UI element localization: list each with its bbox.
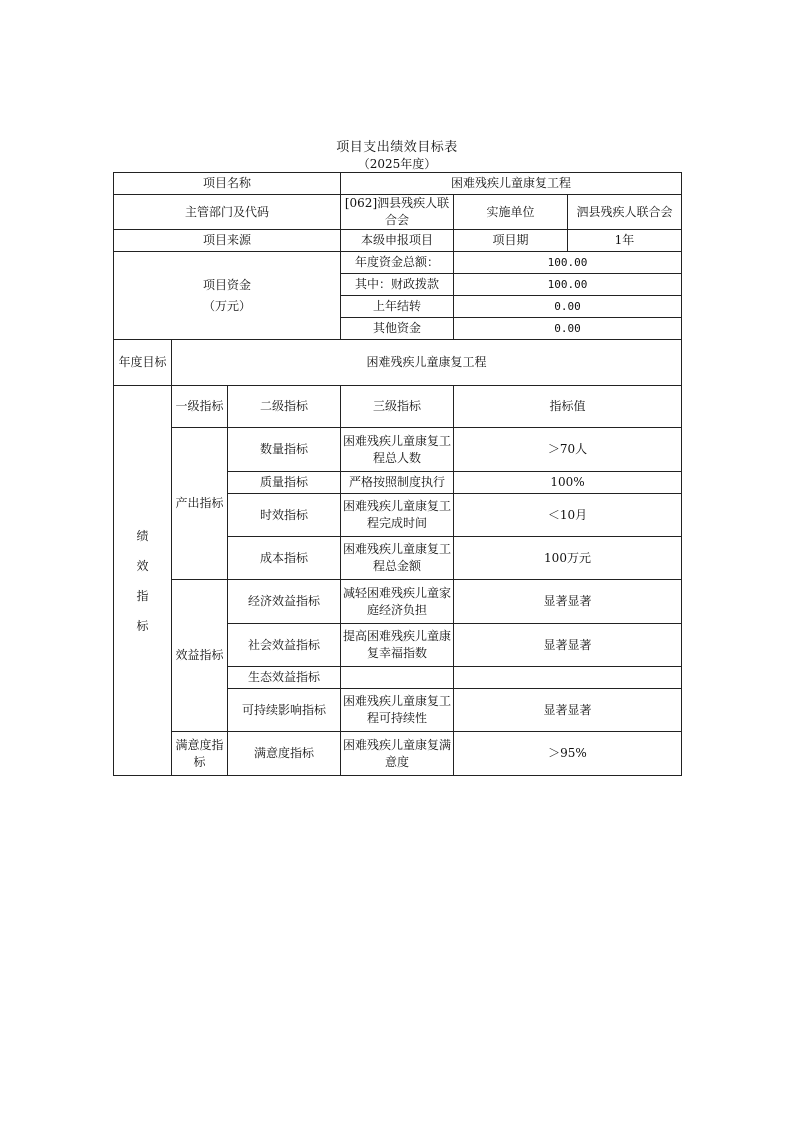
- level3-cell: 严格按照制度执行: [341, 472, 454, 494]
- level2-cell: 质量指标: [228, 472, 341, 494]
- header-level2: 二级指标: [228, 386, 341, 428]
- level2-cell: 社会效益指标: [228, 624, 341, 667]
- project-source-label: 项目来源: [114, 230, 341, 252]
- indicator-value-cell: ＞70人: [454, 428, 682, 472]
- indicator-value-cell: 100%: [454, 472, 682, 494]
- header-value: 指标值: [454, 386, 682, 428]
- project-period-label: 项目期: [454, 230, 568, 252]
- funds-total-value: 100.00: [454, 252, 682, 274]
- project-period-value: 1年: [568, 230, 682, 252]
- level3-cell: 减轻困难残疾儿童家庭经济负担: [341, 580, 454, 624]
- indicator-value-cell: ＞95%: [454, 732, 682, 776]
- annual-goal-value: 困难残疾儿童康复工程: [172, 340, 682, 386]
- header-level3: 三级指标: [341, 386, 454, 428]
- performance-table: [113, 172, 682, 776]
- indicator-value-cell: 显著显著: [454, 580, 682, 624]
- level2-cell: 生态效益指标: [228, 667, 341, 689]
- indicator-value-cell: 显著显著: [454, 624, 682, 667]
- funds-total-label: 年度资金总额：: [341, 252, 454, 274]
- page-subtitle: （2025年度）: [357, 157, 437, 171]
- department-row: [114, 195, 682, 230]
- header-level1: 一级指标: [172, 386, 228, 428]
- level3-cell: [341, 667, 454, 689]
- level3-cell: 困难残疾儿童康复工程总金额: [341, 537, 454, 580]
- project-name-row: [114, 173, 682, 195]
- section-label-char: 标: [136, 618, 149, 633]
- indicator-row: [114, 580, 682, 624]
- level2-cell: 满意度指标: [228, 732, 341, 776]
- section-label-char: 绩: [136, 528, 149, 543]
- section-label-char: 指: [136, 588, 149, 603]
- page-title: 项目支出绩效目标表: [336, 140, 458, 155]
- level2-cell: 成本指标: [228, 537, 341, 580]
- annual-goal-row: [114, 340, 682, 386]
- indicator-value-cell: 100万元: [454, 537, 682, 580]
- performance-indicator-label: [114, 386, 172, 776]
- funds-fiscal-value: 100.00: [454, 274, 682, 296]
- project-source-row: [114, 230, 682, 252]
- funds-label-line2: （万元）: [202, 298, 251, 313]
- level3-cell: 提高困难残疾儿童康复幸福指数: [341, 624, 454, 667]
- funds-carryover-label: 上年结转: [341, 296, 454, 318]
- funds-row: [114, 252, 682, 274]
- level2-cell: 可持续影响指标: [228, 689, 341, 732]
- indicator-value-cell: 显著显著: [454, 689, 682, 732]
- level3-cell: 困难残疾儿童康复满意度: [341, 732, 454, 776]
- project-name-label: 项目名称: [114, 173, 341, 195]
- section-label-char: 效: [136, 558, 149, 573]
- level3-cell: 困难残疾儿童康复工程总人数: [341, 428, 454, 472]
- implementing-unit-label: 实施单位: [454, 195, 568, 230]
- funds-label-line1: 项目资金: [202, 277, 251, 292]
- satisfaction-indicator-label: 满意度指标: [172, 732, 228, 776]
- indicator-row: [114, 732, 682, 776]
- department-value: [062]泗县残疾人联合会: [341, 195, 454, 230]
- output-indicator-label: 产出指标: [172, 428, 228, 580]
- indicator-header-row: [114, 386, 682, 428]
- level2-cell: 时效指标: [228, 494, 341, 537]
- department-label: 主管部门及代码: [114, 195, 341, 230]
- funds-other-label: 其他资金: [341, 318, 454, 340]
- implementing-unit-value: 泗县残疾人联合会: [568, 195, 682, 230]
- level3-cell: 困难残疾儿童康复工程完成时间: [341, 494, 454, 537]
- funds-carryover-value: 0.00: [454, 296, 682, 318]
- benefit-indicator-label: 效益指标: [172, 580, 228, 732]
- funds-other-value: 0.00: [454, 318, 682, 340]
- indicator-row: [114, 428, 682, 472]
- indicator-value-cell: ＜10月: [454, 494, 682, 537]
- project-name-value: 困难残疾儿童康复工程: [341, 173, 682, 195]
- annual-goal-label: 年度目标: [114, 340, 172, 386]
- project-source-value: 本级申报项目: [341, 230, 454, 252]
- level3-cell: 困难残疾儿童康复工程可持续性: [341, 689, 454, 732]
- level2-cell: 经济效益指标: [228, 580, 341, 624]
- level2-cell: 数量指标: [228, 428, 341, 472]
- funds-label: [114, 252, 341, 340]
- indicator-value-cell: [454, 667, 682, 689]
- funds-fiscal-label: 其中：财政拨款: [341, 274, 454, 296]
